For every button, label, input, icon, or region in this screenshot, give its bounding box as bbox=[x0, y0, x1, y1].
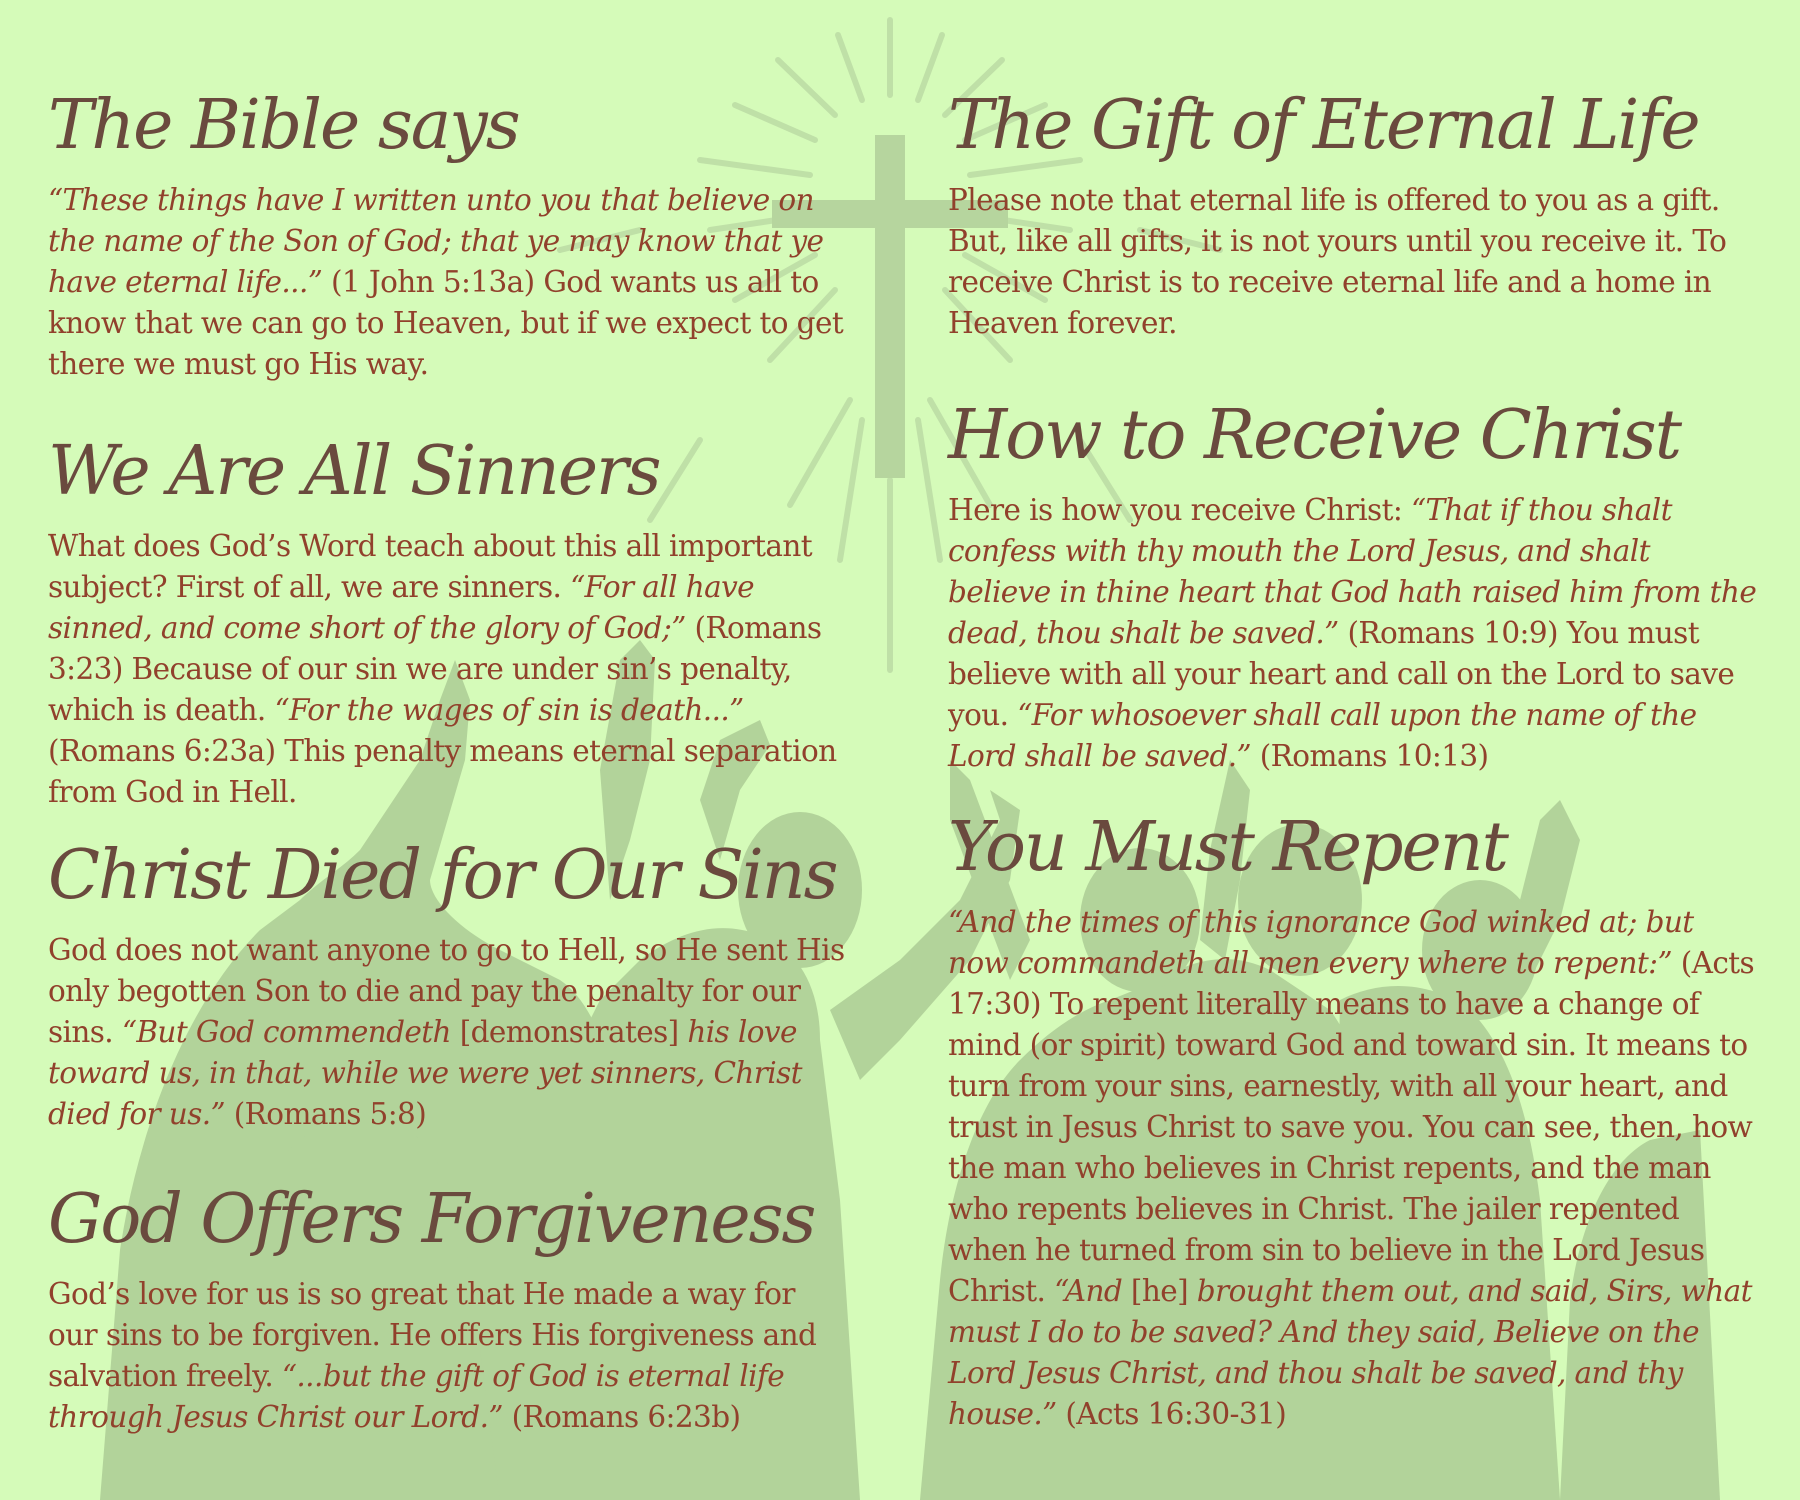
body-text: (Acts 17:30) To repent literally means to have a change of mind (or spirit) toward God and toward sin. It means to turn from your sins, earnestly, with all your heart, and trust in Jesus Christ to save you. You can see, then, how the man who believes in Christ repents, and the man who repents believes in Christ. The jailer repented when he turned from sin to believe in the Lord Jesus Christ. bbox=[948, 946, 1755, 1308]
body-text: (1 John 5:13a) God wants us all to know that we can go to Heaven, but if we expect to get there we must go His way. bbox=[48, 265, 844, 381]
scripture-quote: “For the wages of sin is death...” bbox=[274, 693, 744, 727]
scripture-quote: brought them out, and said, Sirs, what must I do to be saved? And they said, Believe on the Lord Jesus Christ, and thou shalt be saved, and thy house.” bbox=[948, 1274, 1752, 1431]
section-repent bbox=[948, 808, 1760, 1435]
body-text: Here is how you receive Christ: bbox=[948, 493, 1411, 527]
section-heading: We Are All Sinners bbox=[48, 432, 660, 511]
body-text: [demonstrates] bbox=[450, 1015, 688, 1049]
section-body bbox=[948, 180, 1760, 344]
scripture-quote: “For whosoever shall call upon the name of the Lord shall be saved.” bbox=[948, 698, 1697, 773]
body-text: (Romans 6:23b) bbox=[502, 1400, 741, 1434]
scripture-quote: “And the times of this ignorance God winked at; but now commandeth all men every where to repent:” bbox=[948, 905, 1694, 980]
body-text: God does not want anyone to go to Hell, so He sent His only begotten Son to die and pay the penalty for our sins. bbox=[48, 933, 845, 1049]
section-body bbox=[948, 902, 1760, 1435]
body-text: (Romans 3:23) Because of our sin we are under sin’s penalty, which is death. bbox=[48, 611, 822, 727]
section-heading: God Offers Forgiveness bbox=[48, 1180, 815, 1259]
body-text: [he] bbox=[1122, 1274, 1197, 1308]
section-heading: The Bible says bbox=[48, 86, 519, 165]
section-heading: How to Receive Christ bbox=[948, 396, 1681, 475]
body-text: What does God’s Word teach about this all important subject? First of all, we are sinners. bbox=[48, 529, 813, 604]
section-bible-says bbox=[48, 86, 848, 385]
body-text: (Romans 6:23a) This penalty means eternal separation from God in Hell. bbox=[48, 734, 837, 809]
section-heading: You Must Repent bbox=[948, 808, 1507, 887]
section-body bbox=[948, 490, 1760, 777]
body-text: (Romans 10:13) bbox=[1251, 739, 1489, 773]
section-heading: The Gift of Eternal Life bbox=[948, 86, 1699, 165]
section-forgiveness bbox=[48, 1180, 848, 1438]
section-body bbox=[48, 1274, 848, 1438]
body-text: Please note that eternal life is offered to you as a gift. But, like all gifts, it is not yours until you receive it. To receive Christ is to receive eternal life and a home in Heaven forever. bbox=[948, 183, 1727, 340]
section-all-sinners bbox=[48, 432, 848, 813]
scripture-quote: his love toward us, in that, while we were yet sinners, Christ died for us.” bbox=[48, 1015, 802, 1131]
section-body bbox=[48, 526, 848, 813]
body-text: God’s love for us is so great that He made a way for our sins to be forgiven. He offers His forgiveness and salvation freely. bbox=[48, 1277, 817, 1393]
section-body bbox=[48, 930, 848, 1135]
section-body bbox=[48, 180, 848, 385]
section-gift bbox=[948, 86, 1760, 344]
scripture-quote: “That if thou shalt confess with thy mouth the Lord Jesus, and shalt believe in thine heart that God hath raised him from the dead, thou shalt be saved.” bbox=[948, 493, 1757, 650]
scripture-quote: “These things have I written unto you that believe on the name of the Son of God; that ye may know that ye have eternal life...” bbox=[48, 183, 824, 299]
scripture-quote: “...but the gift of God is eternal life through Jesus Christ our Lord.” bbox=[48, 1359, 785, 1434]
body-text: (Acts 16:30-31) bbox=[1056, 1397, 1287, 1431]
section-heading: Christ Died for Our Sins bbox=[48, 836, 837, 915]
scripture-quote: “For all have sinned, and come short of the glory of God;” bbox=[48, 570, 754, 645]
body-text: (Romans 5:8) bbox=[225, 1097, 427, 1131]
scripture-quote: “And bbox=[1054, 1274, 1123, 1308]
section-receive-christ bbox=[948, 396, 1760, 777]
body-text: (Romans 10:9) You must believe with all your heart and call on the Lord to save you. bbox=[948, 616, 1735, 732]
section-christ-died bbox=[48, 836, 848, 1135]
scripture-quote: “But God commendeth bbox=[121, 1015, 451, 1049]
